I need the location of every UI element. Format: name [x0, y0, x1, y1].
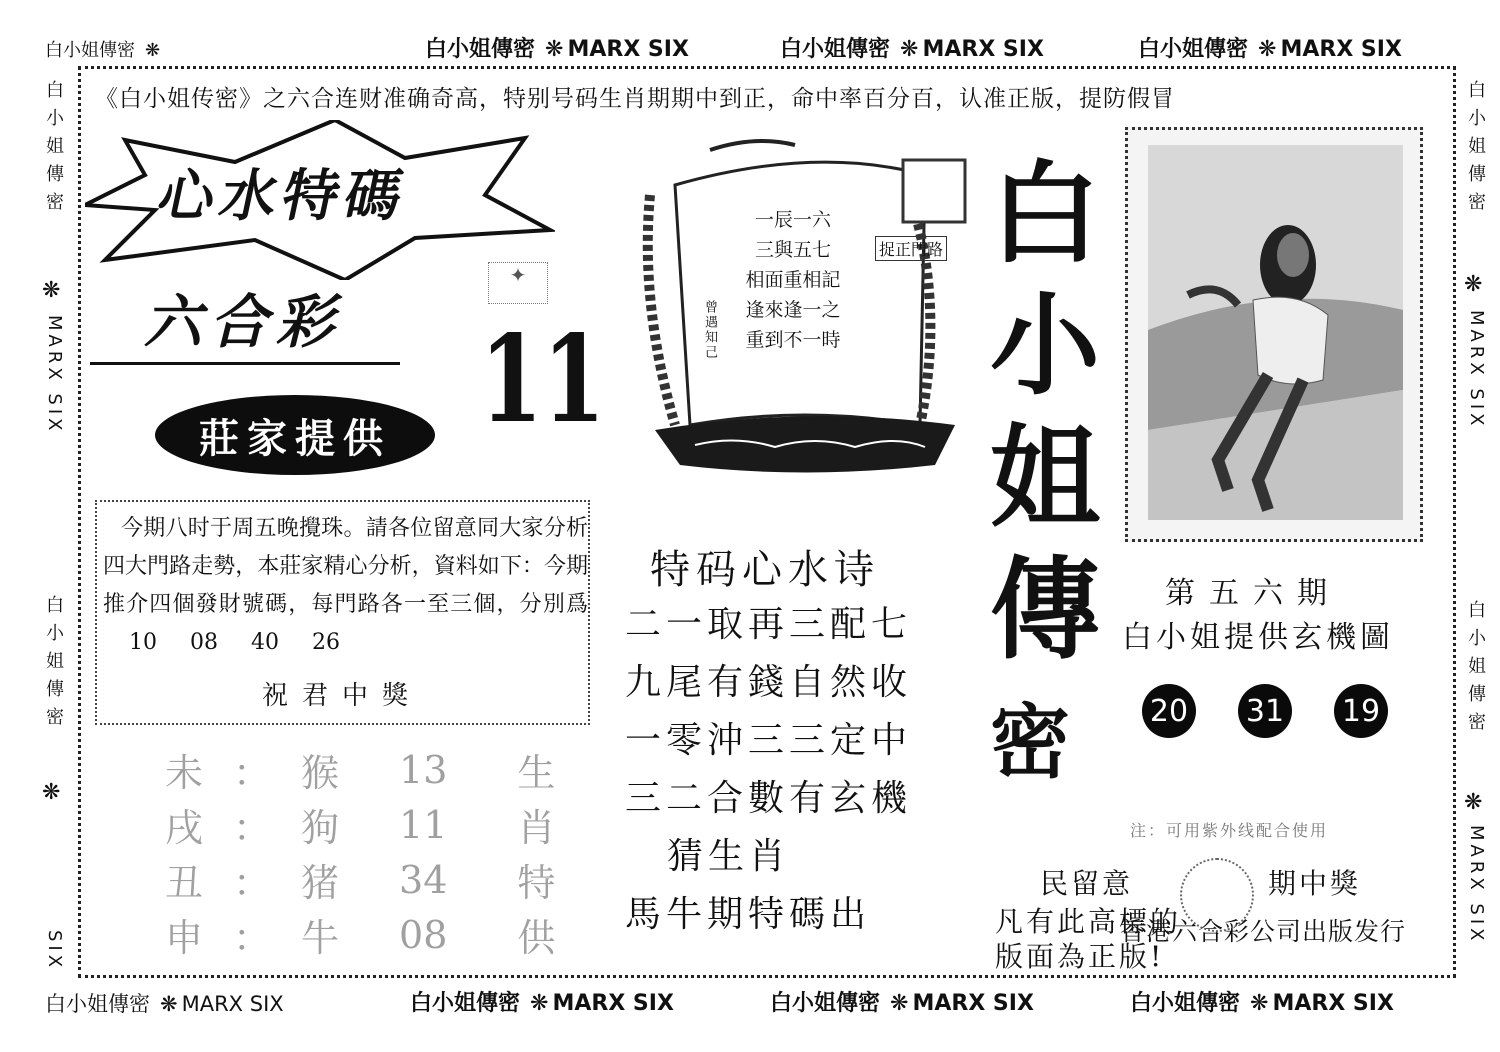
side-left-text-2: 白小姐傳密	[43, 595, 64, 735]
big-title-char: 密	[990, 695, 1070, 789]
title-liuhecai: 六合彩	[140, 288, 356, 356]
poem-line: 三二合數有玄機	[625, 778, 913, 819]
ad-line: 《白小姐传密》之六合连财准确奇高，特别号码生肖期期中到正，命中率百分百，认准正版，提防假冒	[95, 86, 1175, 112]
side-right-mark-2: MARX SIX	[1466, 825, 1487, 945]
uv-note: 注：可用紫外线配合使用	[1130, 821, 1329, 840]
info-number: 40	[251, 630, 279, 655]
table-cell: 34	[399, 857, 448, 902]
notice-line-2b: 香港六合彩公司出版发行	[1120, 917, 1407, 946]
table-row	[165, 797, 585, 852]
star-icon: ❋	[42, 780, 61, 805]
ship-verse	[728, 205, 858, 355]
table-cell: 特	[517, 861, 556, 905]
info-number: 08	[190, 630, 218, 655]
poem-final: 馬牛期特碼出	[625, 894, 872, 935]
table-cell: 猪	[301, 861, 340, 905]
banner-top-2	[780, 32, 1044, 63]
table-cell: ：	[233, 751, 272, 795]
banner-bottom-3	[1130, 986, 1394, 1017]
info-paragraph: 今期八时于周五晚攪珠。請各位留意同大家分析四大門路走勢，本莊家精心分析，資料如下：今期推介四個發財號碼，每門路各一至三個，分別爲	[103, 516, 588, 617]
verse-line: 三與五七	[754, 239, 831, 261]
table-cell: 戌	[165, 806, 204, 850]
ship-side-text: 曾遇知己	[702, 300, 717, 360]
info-number: 26	[312, 630, 340, 655]
seal-stamp	[1180, 858, 1254, 932]
banner-text: 白小姐傳密	[1138, 37, 1249, 62]
star-icon: ❋	[145, 40, 161, 61]
star-icon: ❋	[1464, 272, 1483, 297]
big-title-char: 姐	[990, 413, 1100, 542]
verse-line: 重到不一時	[745, 329, 841, 351]
table-cell: 牛	[301, 916, 340, 960]
banner-mark: MARX SIX	[912, 991, 1034, 1016]
issue-label: 第五六期	[1165, 576, 1341, 611]
poem-guess: 猜生肖	[667, 836, 791, 877]
title-xinshui: 心水特碼	[152, 164, 414, 229]
blessing: 祝君中獎	[262, 681, 423, 711]
decoration-icon: ✦	[488, 262, 548, 304]
poem	[625, 596, 912, 944]
banner-text: 白小姐傳密	[45, 40, 135, 61]
table-row	[165, 907, 585, 962]
star-icon: ❋	[42, 278, 61, 303]
banner-top-3	[1138, 32, 1402, 63]
model-photo	[1128, 130, 1420, 539]
side-right-text: 白小姐傳密	[1465, 80, 1486, 220]
table-cell: 未	[165, 751, 204, 795]
banner-mark: MARX SIX	[567, 37, 689, 62]
poem-line: 九尾有錢自然收	[625, 662, 913, 703]
star-icon: ❋	[1250, 991, 1269, 1016]
banner-text: 白小姐傳密	[770, 991, 881, 1016]
stamp-caption: 捉正門路	[875, 236, 947, 261]
banner-text: 白小姐傳密	[425, 37, 536, 62]
star-icon: ❋	[1464, 790, 1483, 815]
issue-number: 11	[480, 309, 606, 450]
table-cell: 供	[517, 916, 556, 960]
side-right-text-2: 白小姐傳密	[1465, 600, 1486, 740]
star-icon: ❋	[1258, 37, 1277, 62]
verse-line: 逢來逢一之	[745, 299, 841, 321]
table-cell: 11	[399, 802, 448, 847]
banner-text: 白小姐傳密	[780, 37, 891, 62]
notice-line-3: 版面為正版!	[995, 940, 1165, 973]
banner-mark: MARX SIX	[1280, 37, 1402, 62]
notice-line-2: 凡有此高標的	[995, 905, 1182, 938]
star-icon: ❋	[160, 992, 178, 1016]
table-cell: ：	[233, 861, 272, 905]
number-ball: 20	[1142, 684, 1196, 738]
table-cell: ：	[233, 916, 272, 960]
number-ball: 31	[1238, 684, 1292, 738]
banner-mark: MARX SIX	[1272, 991, 1394, 1016]
star-icon: ❋	[530, 991, 549, 1016]
verse-line: 一辰一六	[754, 209, 831, 231]
notice-line-1: 民留意	[1040, 867, 1134, 900]
star-icon: ❋	[900, 37, 919, 62]
banner-bottom-left	[45, 988, 284, 1018]
star-icon: ❋	[890, 991, 909, 1016]
table-cell: 申	[165, 916, 204, 960]
banner-mark: MARX SIX	[922, 37, 1044, 62]
side-left-mark-2: SIX	[44, 930, 65, 972]
divider	[90, 362, 400, 365]
provider-badge: 莊家提供	[155, 395, 435, 475]
poem-title: 特码心水诗	[650, 547, 880, 593]
poem-line: 二一取再三配七	[625, 604, 913, 645]
banner-top-left	[45, 36, 164, 62]
photo-frame	[1125, 127, 1423, 542]
big-title-char: 白	[990, 149, 1100, 278]
zodiac-table	[165, 742, 585, 962]
info-number: 10	[129, 630, 157, 655]
table-row	[165, 742, 585, 797]
banner-text: 白小姐傳密	[1130, 991, 1241, 1016]
side-left-text: 白小姐傳密	[43, 80, 64, 220]
number-ball: 19	[1334, 684, 1388, 738]
table-cell: 08	[399, 912, 448, 957]
big-title-char: 小	[990, 281, 1100, 410]
banner-mark: MARX SIX	[181, 992, 284, 1016]
poem-line: 一零沖三三定中	[625, 720, 913, 761]
table-cell: 丑	[165, 861, 204, 905]
table-cell: 生	[517, 751, 556, 795]
verse-line: 相面重相記	[745, 269, 841, 291]
banner-mark: MARX SIX	[552, 991, 674, 1016]
banner-top-1	[425, 32, 689, 63]
table-cell: ：	[233, 806, 272, 850]
side-left-mark: MARX SIX	[44, 315, 65, 435]
table-cell: 13	[399, 747, 448, 792]
banner-text: 白小姐傳密	[45, 992, 150, 1016]
notice-line-1b: 期中獎	[1268, 867, 1362, 900]
star-icon: ❋	[545, 37, 564, 62]
side-right-mark: MARX SIX	[1466, 310, 1487, 430]
table-cell: 狗	[301, 806, 340, 850]
banner-bottom-2	[770, 986, 1034, 1017]
table-cell: 肖	[517, 806, 556, 850]
big-title	[990, 148, 1110, 808]
banner-text: 白小姐傳密	[410, 991, 521, 1016]
info-text	[103, 510, 588, 662]
banner-bottom-1	[410, 986, 674, 1017]
big-title-char: 傳	[990, 545, 1100, 674]
table-cell: 猴	[301, 751, 340, 795]
issue-subtitle: 白小姐提供玄機圖	[1122, 620, 1394, 655]
table-row	[165, 852, 585, 907]
